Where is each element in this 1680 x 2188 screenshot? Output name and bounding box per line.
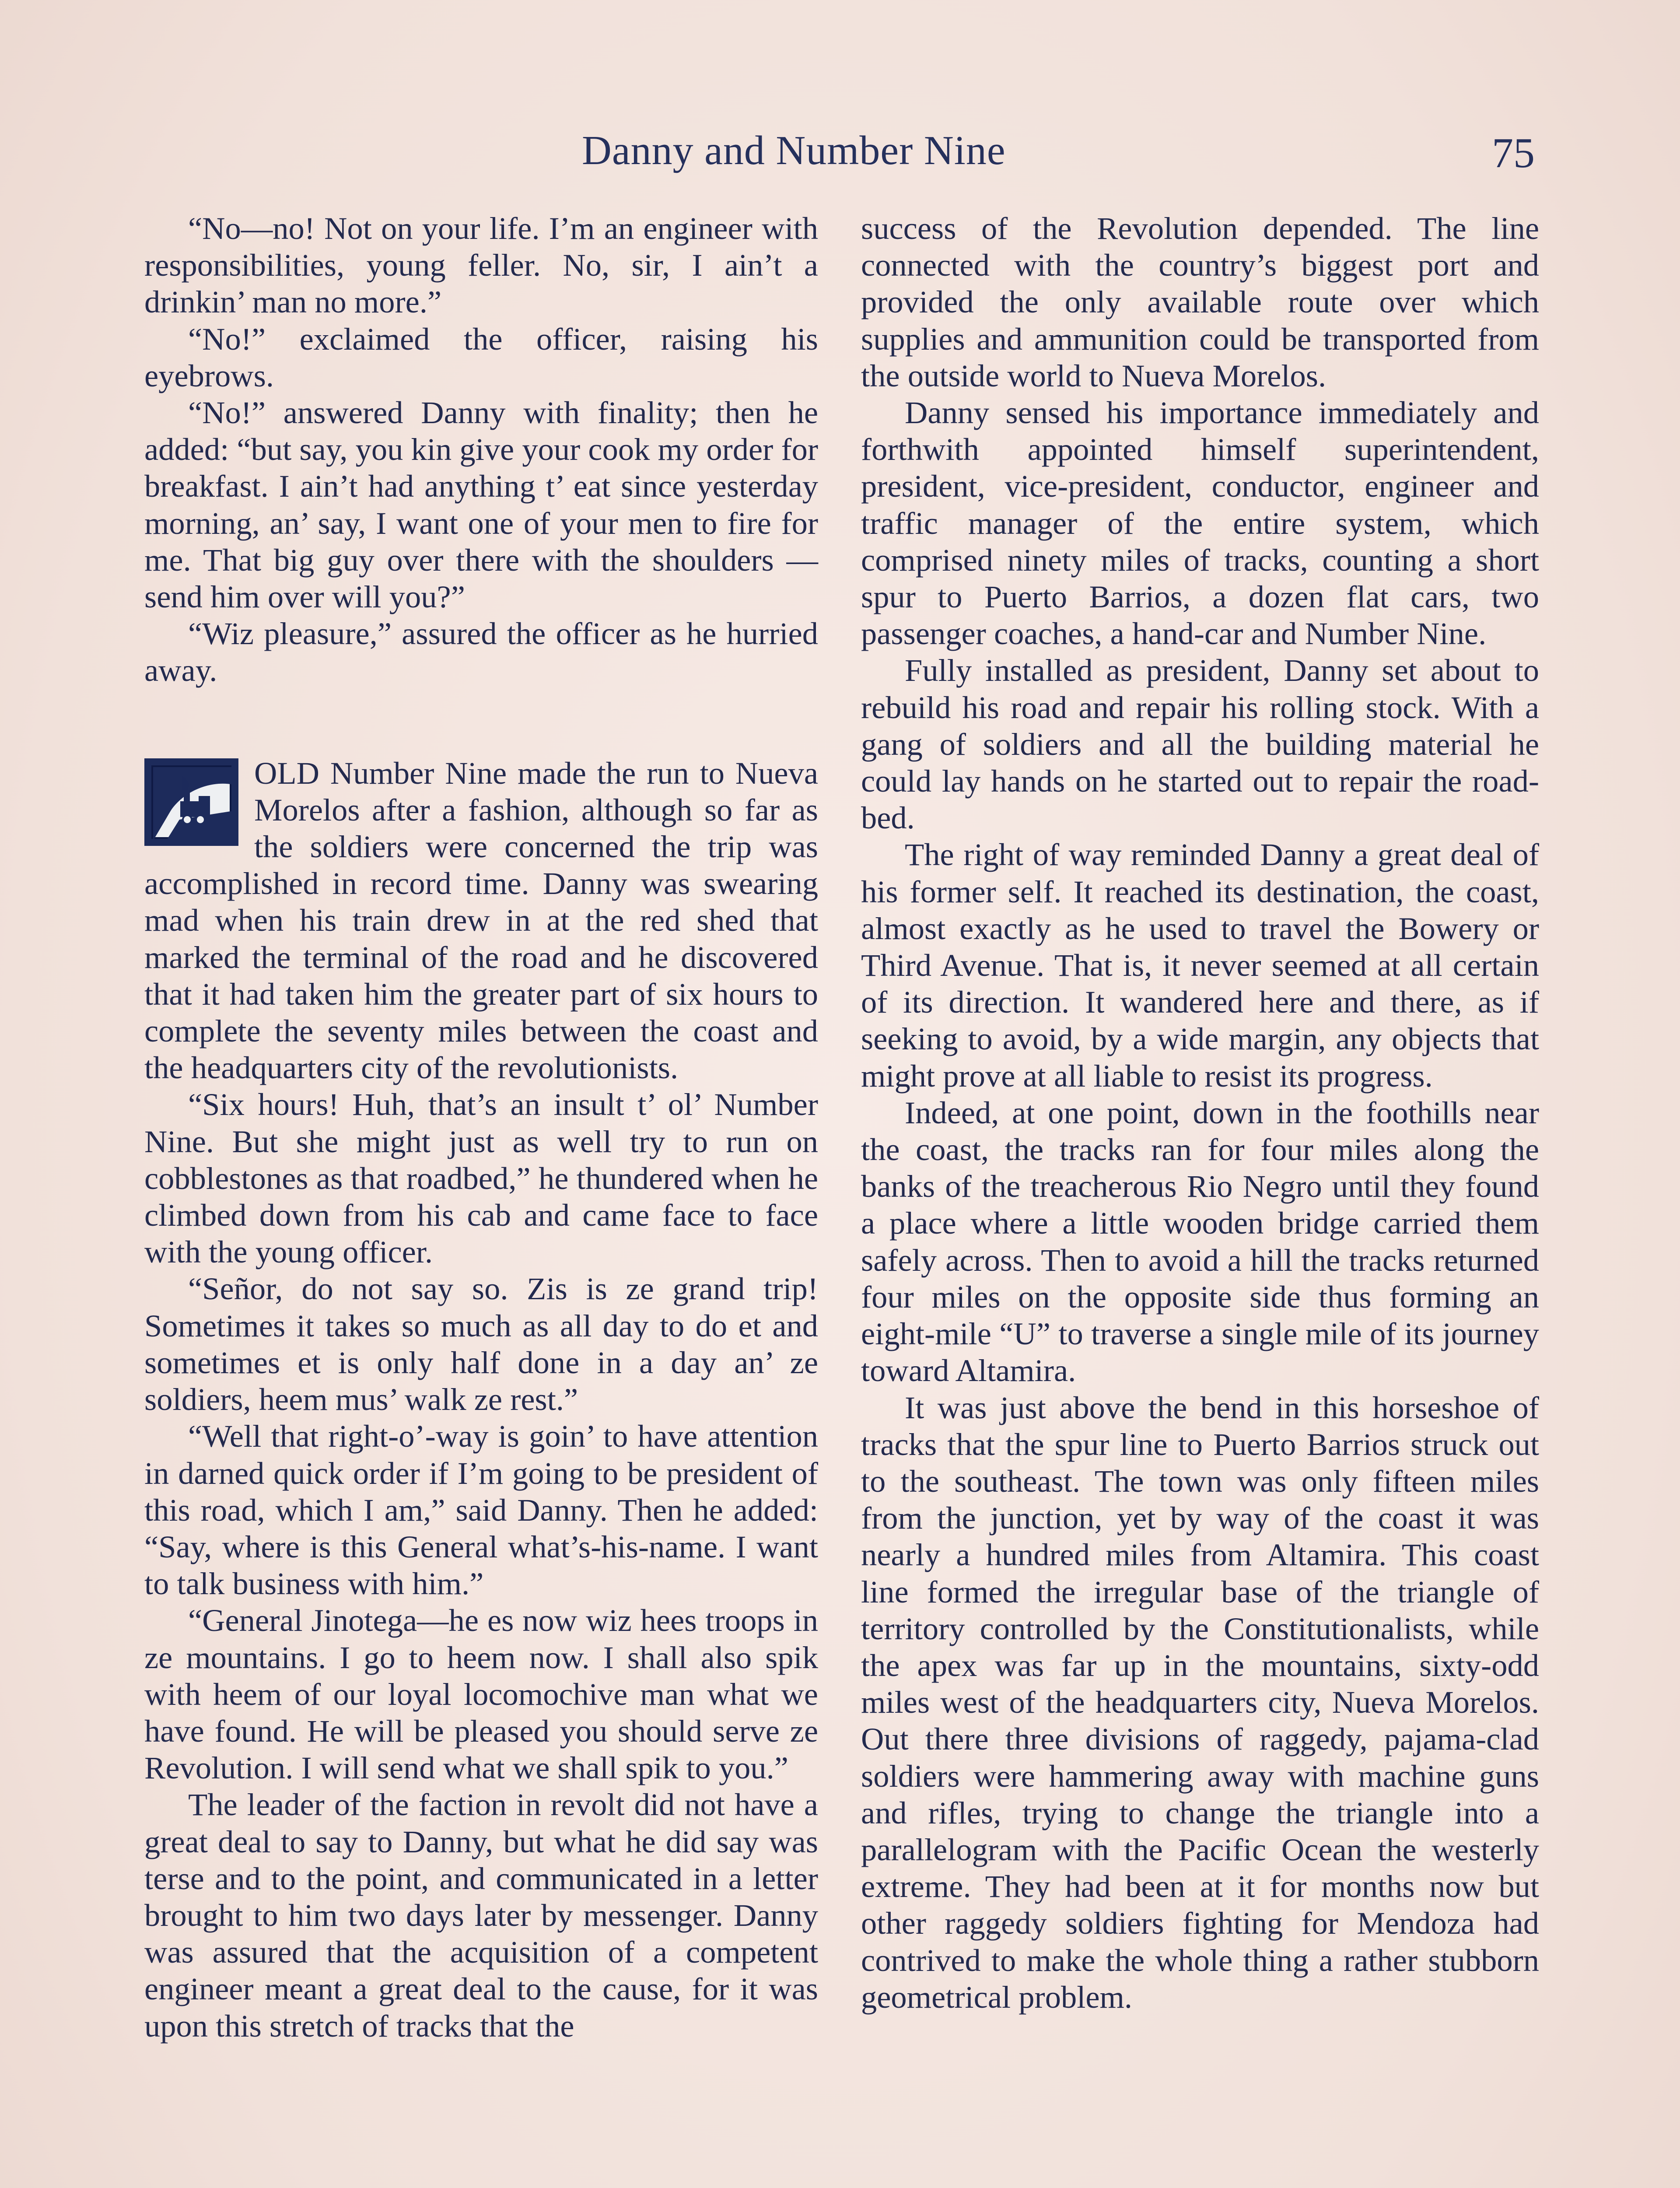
section-break [144,689,818,755]
paragraph: “Señor, do not say so. Zis is ze grand trip! Sometimes it takes so much as all day to do et and sometimes et is only half done in a day an’ ze soldiers, heem mus’ walk ze rest.” [144,1271,818,1417]
paragraph: “Wiz pleasure,” assured the officer as he hurried away. [144,616,818,688]
running-title: Danny and Number Nine [582,128,1006,173]
paragraph: The leader of the faction in revolt did not have a great deal to say to Danny, but what he did say was terse and to the point, and communicated in a letter brought to him two days later by messenger. Danny was assured that the acquisition of a competent engineer meant a great deal to the cause, for it was upon this stretch of tracks that the [144,1787,818,2044]
paragraph-with-dropcap [144,755,818,1087]
paragraph: It was just above the bend in this horseshoe of tracks that the spur line to Puerto Barrios struck out to the southeast. The town was only fifteen miles from the junction, yet by way of the coast it was nearly a hundred miles from Altamira. This coast line formed the irregular base of the triangle of territory controlled by the Constitutionalists, while the apex was far up in the mountains, sixty-odd miles west of the headquarters city, Nueva Morelos. Out there three divisions of raggedy, pajama-clad soldiers were hammering away with machine guns and rifles, trying to change the triangle into a parallelogram with the Pacific Ocean the westerly extreme. They had been at it for months now but other raggedy soldiers fighting for Mendoza had contrived to make the whole thing a rather stubborn geometrical problem. [861,1389,1539,2015]
dropcap-lead-word: OLD [254,755,320,791]
paragraph: “General Jinotega—he es now wiz hees troops in ze mountains. I go to heem now. I shall also spik with heem of our loyal locomochive man what we have found. He will be pleased you should serve ze Revolution. I will send what we shall spik to you.” [144,1602,818,1786]
paragraph: “No!” exclaimed the officer, raising his eyebrows. [144,321,818,393]
paragraph: Indeed, at one point, down in the foothills near the coast, the tracks ran for four miles along the banks of the treacherous Rio Negro until they found a place where a little wooden bridge carried them safely across. Then to avoid a hill the tracks returned four miles on the opposite side thus forming an eight-mile “U” to traverse a single mile of its journey toward Altamira. [861,1094,1539,1389]
paragraph-text: Number Nine made the run to Nueva Morelos after a fashion, although so far as the soldiers were concerned the trip was accomplished in record time. Danny was swearing mad when his train drew in at the red shed that marked the terminal of the road and he discovered that it had taken him the greater part of six hours to complete the seventy miles between the coast and the headquarters city of the revolutionists. [144,755,818,1086]
paragraph: “Well that right-o’-way is goin’ to have attention in darned quick order if I’m going to be president of this road, which I am,” said Danny. Then he added: “Say, where is this General what’s-his-name. I want to talk business with him.” [144,1418,818,1602]
right-column [861,210,1539,2016]
paragraph: “No!” answered Danny with finality; then he added: “but say, you kin give your cook my order for breakfast. I ain’t had anything t’ eat since yesterday morning, an’ say, I want one of your men to fire for me. That big guy over there with the shoulders —send him over will you?” [144,395,818,615]
running-head [0,127,1680,193]
page-number: 75 [1492,130,1535,177]
left-column [144,210,818,2044]
paragraph: Danny sensed his importance immediately and forthwith appointed himself superintendent, president, vice-president, conductor, engineer and traffic manager of the entire system, which comprised ninety miles of tracks, counting a short spur to Puerto Barrios, a dozen flat cars, two passenger coaches, a hand-car and Number Nine. [861,395,1539,652]
paragraph: “No—no! Not on your life. I’m an engineer with responsibilities, young feller. No, sir, I ain’t a drinkin’ man no more.” [144,210,818,320]
paragraph: “Six hours! Huh, that’s an insult t’ ol’ Number Nine. But she might just as well try to run on cobblestones as that roadbed,” he thundered when he climbed down from his cab and came face to face with the young officer. [144,1087,818,1270]
paragraph: Fully installed as president, Danny set about to rebuild his road and repair his rolling stock. With a gang of soldiers and all the building material he could lay hands on he started out to repair the road-bed. [861,652,1539,836]
locomotive-dropcap-icon [144,758,238,846]
paragraph: success of the Revolution depended. The line connected with the country’s biggest port and provided the only available route over which supplies and ammunition could be transported from the outside world to Nueva Morelos. [861,210,1539,393]
paragraph: The right of way reminded Danny a great deal of his former self. It reached its destination, the coast, almost exactly as he used to travel the Bowery or Third Avenue. That is, it never seemed at all certain of its direction. It wandered here and there, as if seeking to avoid, by a wide margin, any objects that might prove at all liable to resist its progress. [861,837,1539,1094]
